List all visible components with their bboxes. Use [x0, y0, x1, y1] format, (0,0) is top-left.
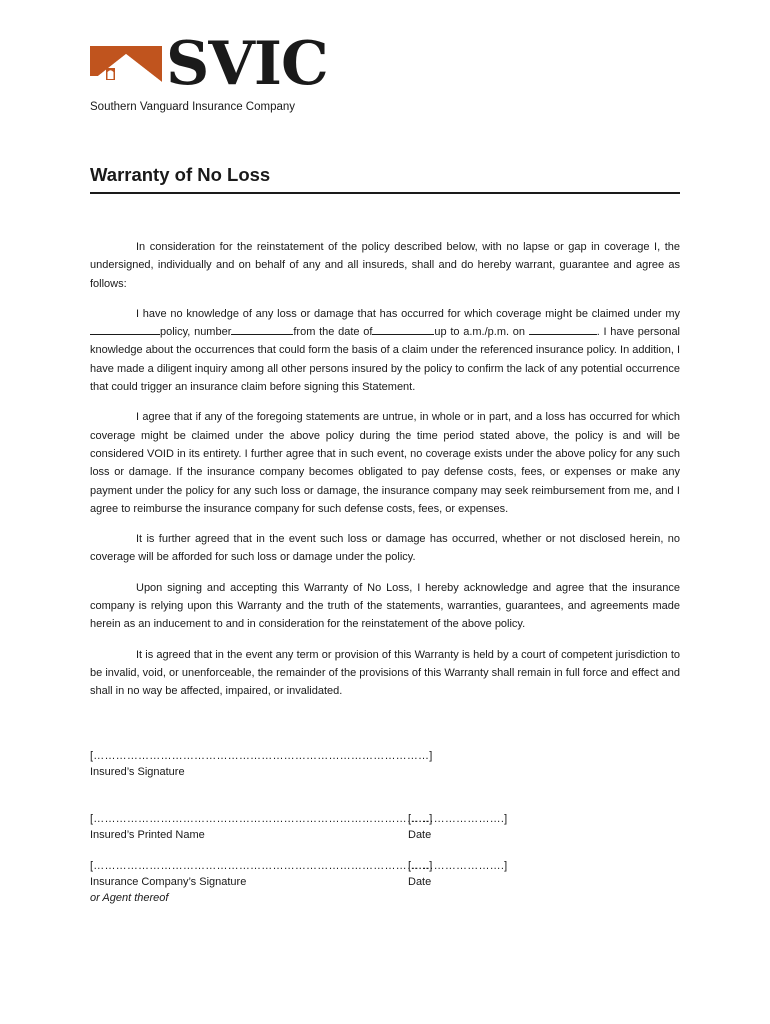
policy-type-field[interactable] — [90, 323, 160, 335]
paragraph-void: I agree that if any of the foregoing statements are untrue, in whole or in part, and a loss has occurred for which coverage might be claimed under the above policy during the time period stated above, the policy is and will be considered VOID in its entirety. I further agree that in such event, no coverage exists under the above policy for any such loss or damage. If the insurance company becomes obligated to pay defense costs, fees, or expenses or make any payment under the policy for any such loss or damage, the insurance company may seek reimbursement from me, and I agree to reimburse the insurance company for such defense costs, fees, or expenses. — [90, 411, 680, 515]
document-title: Warranty of No Loss — [90, 164, 271, 185]
insured-date-label: Date — [408, 829, 432, 841]
paragraph-consideration: In consideration for the reinstatement of the policy described below, with no lapse or gap in coverage I, the undersigned, individually and on behalf of any and all insureds, shall and do hereby warrant, guarantee and agree as follows: — [90, 241, 680, 290]
p2-text-c: from the date of — [293, 326, 373, 339]
insured-printed-name-field[interactable]: [………………………………………………………………………………] — [90, 813, 433, 825]
insured-printed-name-label: Insured’s Printed Name — [90, 829, 205, 841]
p2-text-e: . I have personal knowledge about the occurrences that could form the basis of a claim under the referenced insurance policy. In addition, I have made a diligent inquiry among all other persons insured by the policy to confirm the lack of any potential occurrence that could trigger an insurance claim before signing this Statement. — [90, 326, 681, 394]
company-date-label: Date — [408, 876, 432, 888]
company-signature-block — [90, 858, 433, 906]
paragraph-no-knowledge — [90, 305, 680, 396]
company-date-field[interactable]: […………………….] — [408, 860, 508, 872]
policy-number-field[interactable] — [231, 323, 293, 335]
company-date-block — [408, 858, 507, 890]
to-date-field[interactable] — [529, 323, 597, 335]
house-logo-icon — [90, 46, 162, 102]
insured-signature-block — [90, 748, 433, 780]
document-body — [90, 238, 680, 713]
p2-text-a: I have no knowledge of any loss or damage that has occurred for which coverage might be claimed under my — [136, 307, 680, 320]
paragraph-no-coverage: It is further agreed that in the event such loss or damage has occurred, whether or not disclosed herein, no coverage will be afforded for such loss or damage under the policy. — [90, 533, 680, 564]
paragraph-severability: It is agreed that in the event any term or provision of this Warranty is held by a court of competent jurisdiction to be invalid, void, or unenforceable, the remainder of the provisions of this Warranty shall remain in full force and effect and shall in no way be affected, impaired, or invalidated. — [90, 648, 680, 698]
title-divider — [90, 192, 680, 194]
logo-wordmark: SVIC — [166, 29, 328, 99]
insured-date-field[interactable]: […………………….] — [408, 813, 508, 825]
company-name: Southern Vanguard Insurance Company — [90, 101, 296, 113]
insured-date-block — [408, 811, 507, 843]
insured-signature-field[interactable]: [………………………………………………………………………………] — [90, 750, 433, 762]
company-signature-label: Insurance Company’s Signature — [90, 876, 247, 888]
company-signature-field[interactable]: [………………………………………………………………………………] — [90, 860, 433, 872]
from-date-field[interactable] — [372, 323, 434, 335]
insured-signature-label: Insured’s Signature — [90, 766, 185, 778]
company-signature-sublabel: or Agent thereof — [90, 892, 169, 904]
insured-printed-name-block — [90, 811, 433, 843]
p2-text-b: policy, number — [160, 326, 232, 339]
paragraph-reliance: Upon signing and accepting this Warranty of No Loss, I hereby acknowledge and agree that the insurance company is relying upon this Warranty and the truth of the statements, warranties, guarantees, and agreements made herein as an inducement to and in consideration for the reinstatement of the above policy. — [90, 581, 680, 631]
p2-text-d: up to a.m./p.m. on — [434, 326, 525, 339]
